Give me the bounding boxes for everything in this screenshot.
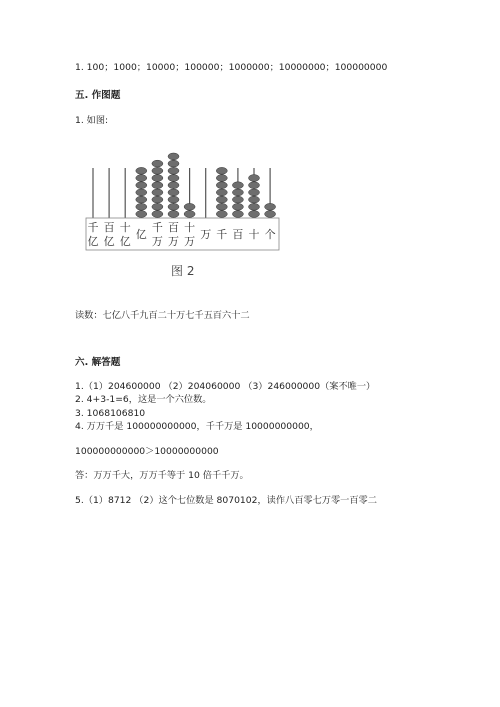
abacus-bead	[168, 182, 179, 189]
abacus-rod-label-top: 十	[248, 228, 260, 241]
abacus-bead	[152, 160, 163, 167]
abacus-bead	[168, 153, 179, 160]
abacus-rod-label-bottom: 万	[151, 235, 163, 248]
abacus-rod-label-top: 个	[264, 228, 276, 241]
answer-6-3: 3. 1068106810	[75, 408, 146, 419]
abacus-rod-label-bottom: 万	[168, 235, 179, 248]
abacus-bead	[232, 196, 243, 203]
abacus-bead	[168, 175, 179, 182]
abacus-bead	[152, 182, 163, 189]
abacus-rod-label-bottom: 亿	[119, 235, 131, 248]
abacus-figure	[82, 148, 282, 278]
question-1-label: 1. 如图:	[75, 115, 109, 126]
abacus-bead	[265, 211, 276, 218]
figure-caption: 图 2	[171, 264, 195, 278]
answer-line-1: 1. 100；1000；10000；100000；1000000；10000000；100000000	[75, 62, 388, 73]
abacus-rod-label-top: 百	[168, 221, 179, 234]
answer-6-5: 5.（1）8712 （2）这个七位数是 8070102，读作八百零七万零一百零二	[75, 495, 377, 506]
abacus-rod-label-top: 千	[216, 228, 228, 241]
abacus-bead	[136, 167, 147, 174]
abacus-bead	[152, 196, 163, 203]
abacus-bead	[184, 203, 195, 210]
answer-6-1: 1.（1）204600000 （2）204060000 （3）246000000（案不唯一）	[75, 381, 376, 392]
abacus-bead	[232, 211, 243, 218]
abacus-bead	[216, 203, 227, 210]
abacus-bead	[249, 175, 260, 182]
abacus-bead	[216, 175, 227, 182]
answer-6-2: 2. 4+3-1=6，这是一个六位数。	[75, 394, 212, 405]
abacus-bead	[136, 211, 147, 218]
answer-6-4-conclusion: 答：万万千大，万万千等于 10 倍千千万。	[75, 470, 249, 481]
abacus-rod-label-top: 十	[119, 221, 131, 234]
abacus-rod-label-top: 万	[200, 228, 212, 241]
abacus-bead	[232, 189, 243, 196]
abacus-rod-label-bottom: 亿	[103, 235, 115, 248]
answer-6-4: 4. 万万千是 100000000000，千千万是 10000000000，	[75, 421, 319, 432]
abacus-bead	[136, 189, 147, 196]
abacus-bead	[249, 196, 260, 203]
abacus-bead	[168, 189, 179, 196]
abacus-bead	[136, 203, 147, 210]
abacus-rods	[93, 153, 276, 218]
abacus-bead	[136, 175, 147, 182]
section-six-heading: 六. 解答题	[75, 357, 121, 368]
abacus-bead	[136, 196, 147, 203]
abacus-bead	[184, 211, 195, 218]
section-five-heading: 五. 作图题	[75, 90, 121, 101]
abacus-rod-label-top: 十	[184, 221, 196, 234]
abacus-bead	[168, 211, 179, 218]
abacus-rod-label-top: 千	[87, 221, 99, 234]
abacus-rod-label-bottom: 万	[184, 235, 196, 248]
abacus-bead	[152, 167, 163, 174]
abacus-bead	[168, 196, 179, 203]
abacus-bead	[216, 196, 227, 203]
abacus-bead	[168, 167, 179, 174]
abacus-reading: 读数：七亿八千九百二十万七千五百六十二	[75, 310, 250, 321]
abacus-bead	[249, 203, 260, 210]
abacus-bead	[216, 189, 227, 196]
abacus-bead	[265, 203, 276, 210]
abacus-bead	[249, 182, 260, 189]
abacus-bead	[216, 182, 227, 189]
abacus-rod-label-top: 百	[232, 228, 244, 241]
abacus-bead	[152, 189, 163, 196]
abacus-bead	[152, 203, 163, 210]
abacus-bead	[152, 211, 163, 218]
abacus-bead	[216, 211, 227, 218]
answer-6-4-compare: 100000000000＞10000000000	[75, 446, 219, 457]
abacus-bead	[168, 203, 179, 210]
abacus-rod-label-top: 亿	[135, 228, 147, 241]
abacus-bead	[232, 182, 243, 189]
abacus-bead	[216, 167, 227, 174]
abacus-labels	[88, 220, 276, 248]
abacus-bead	[152, 175, 163, 182]
abacus-bead	[168, 160, 179, 167]
abacus-rod-label-bottom: 亿	[87, 235, 99, 248]
abacus-bead	[249, 211, 260, 218]
abacus-rod-label-top: 百	[103, 221, 115, 234]
abacus-rod-label-top: 千	[151, 221, 163, 234]
abacus-bead	[249, 189, 260, 196]
abacus-bead	[232, 203, 243, 210]
abacus-bead	[136, 182, 147, 189]
